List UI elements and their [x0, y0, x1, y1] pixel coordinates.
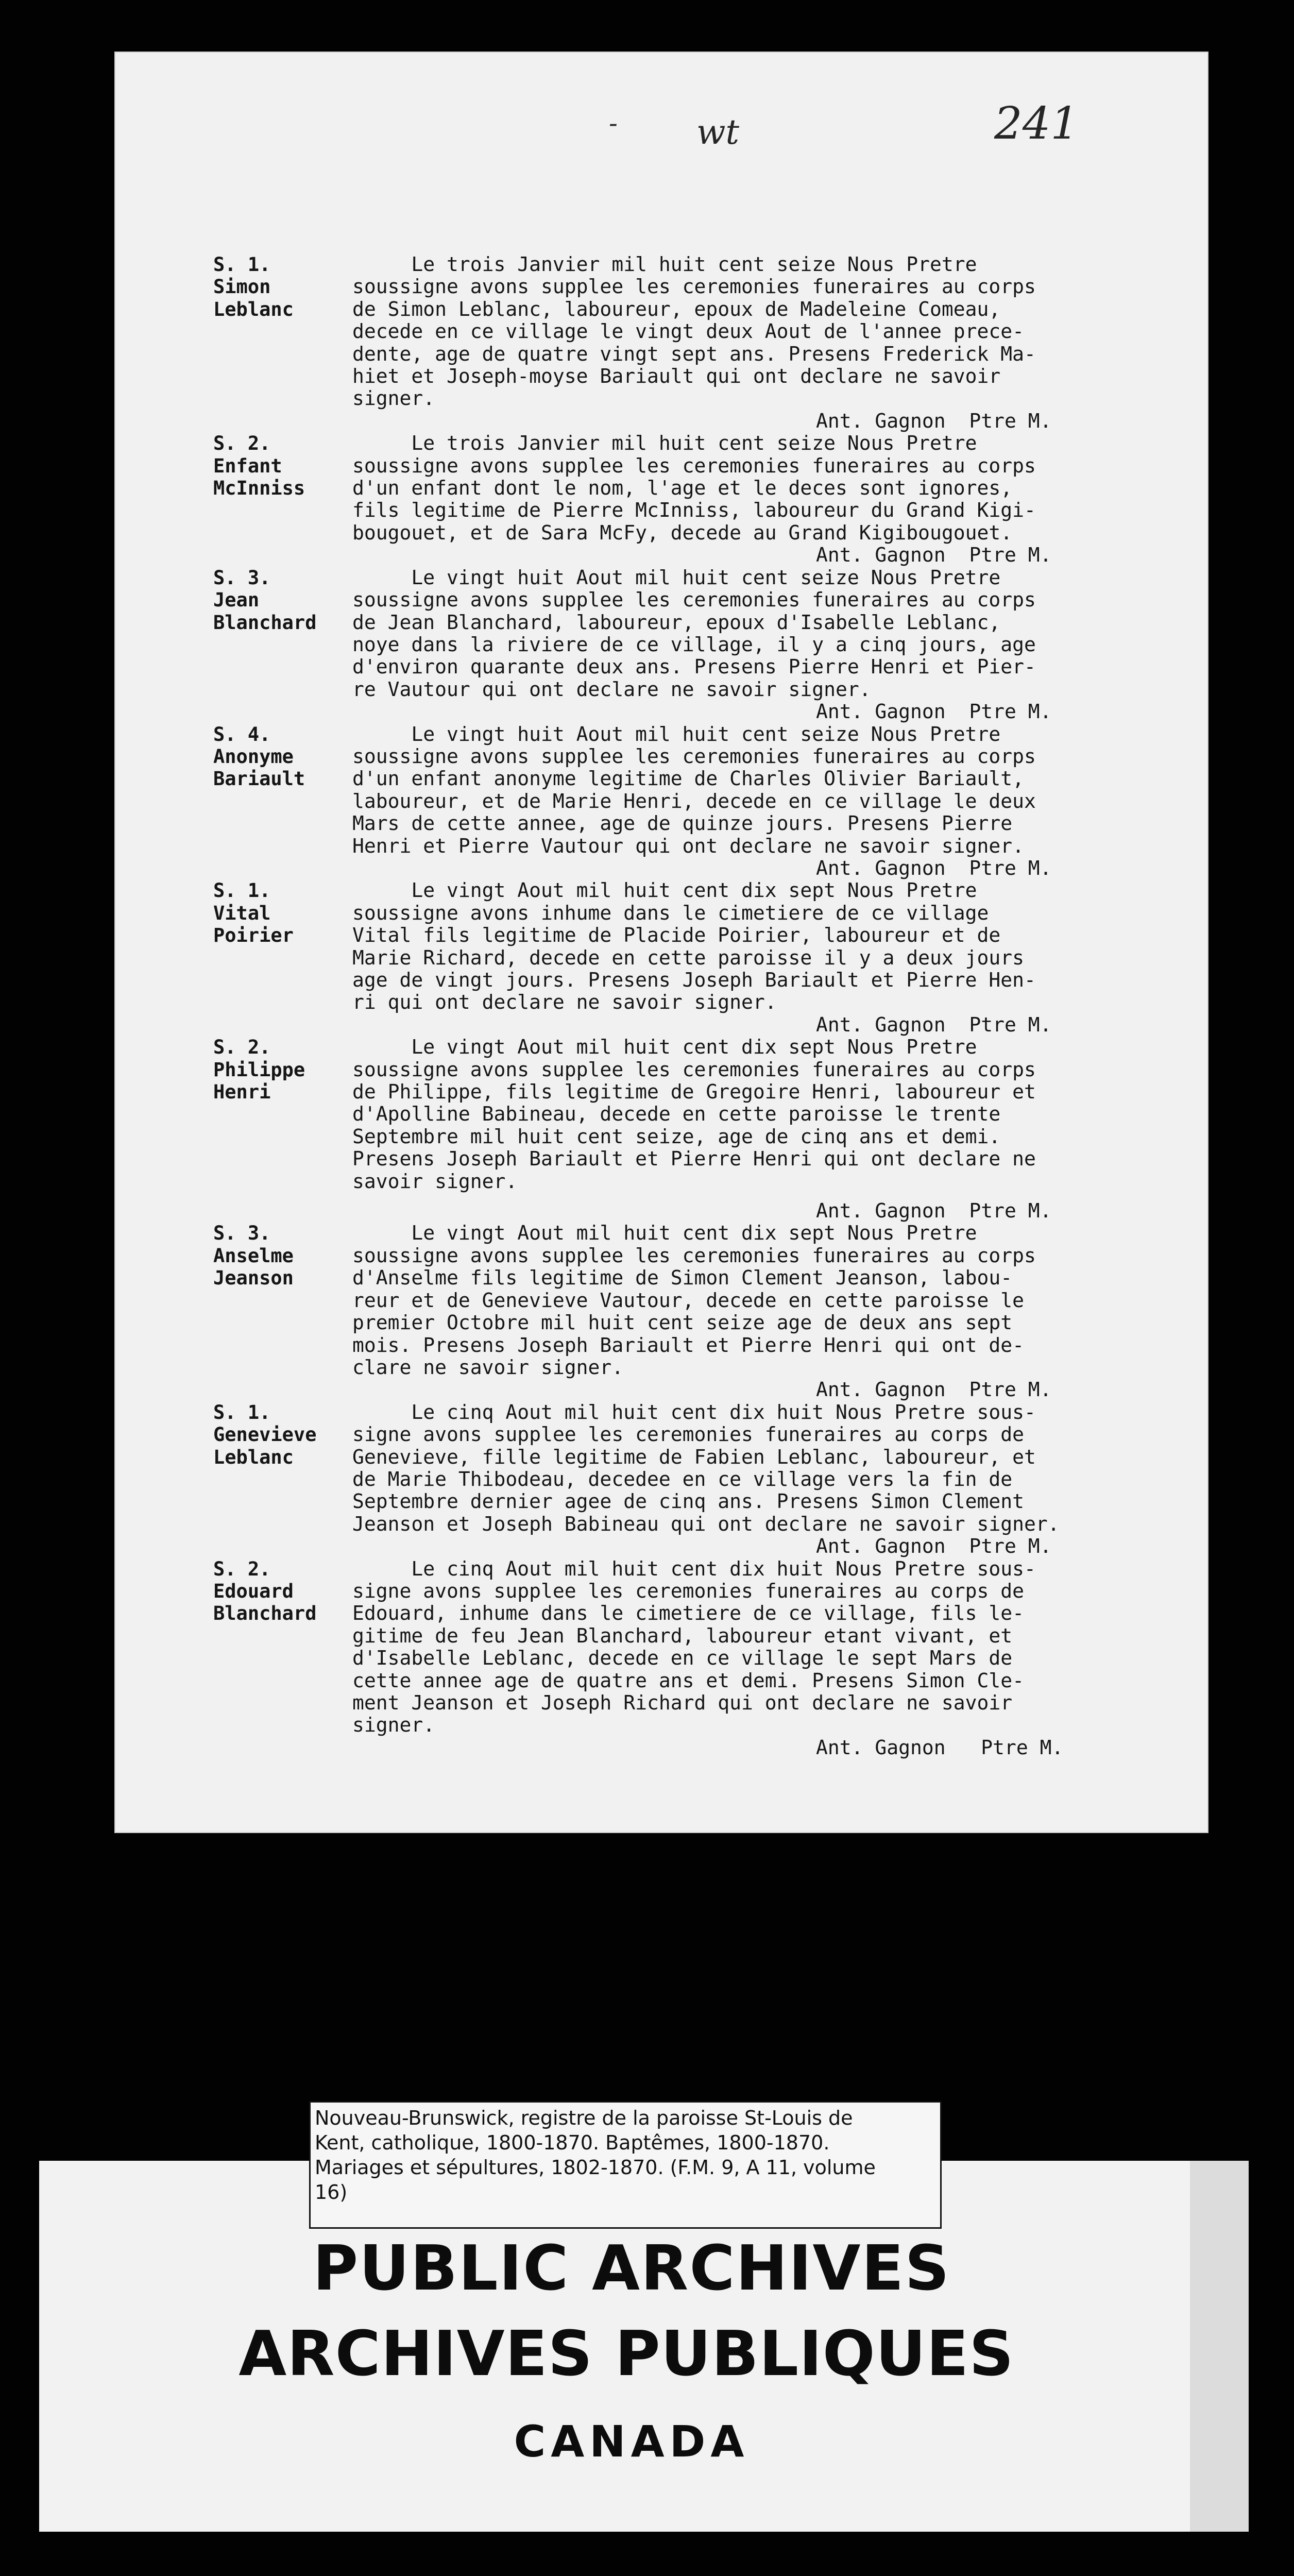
entry-line: savoir signer. [352, 1170, 518, 1193]
entry-line: noye dans la riviere de ce village, il y a cinq jours, age [352, 633, 1036, 656]
priest-signature: Ant. Gagnon Ptre M. [816, 700, 1052, 723]
register-page [114, 52, 1208, 1833]
burial-entry [213, 1558, 1182, 1759]
priest-signature: Ant. Gagnon Ptre M. [816, 409, 1052, 432]
priest-signature: Ant. Gagnon Ptre M. [816, 1199, 1052, 1223]
entry-line: fils legitime de Pierre McInniss, laboureur du Grand Kigi- [352, 499, 1036, 522]
entry-margin-label: S. 2. Enfant McInniss [213, 432, 305, 500]
entry-line: Mars de cette annee, age de quinze jours. Presens Pierre [352, 812, 1013, 835]
entry-line: Vital fils legitime de Placide Poirier, laboureur et de [352, 924, 1001, 947]
entry-line: signer. [352, 387, 435, 410]
entry-line: signe avons supplee les ceremonies funeraires au corps de [352, 1579, 1025, 1602]
entry-margin-label: S. 4. Anonyme Bariault [213, 723, 305, 790]
entry-text [352, 253, 1182, 432]
entry-line: mois. Presens Joseph Bariault et Pierre Henri qui ont de- [352, 1333, 1025, 1357]
entry-line: hiet et Joseph-moyse Bariault qui ont declare ne savoir [352, 365, 1001, 388]
entry-margin-label: S. 1. Genevieve Leblanc [213, 1401, 317, 1468]
archives-title-french: ARCHIVES PUBLIQUES [239, 2318, 1014, 2390]
entry-text [352, 879, 1182, 1036]
citation-line: 16) [315, 2181, 348, 2204]
burial-entry [213, 879, 1182, 1036]
burial-entry [213, 567, 1182, 723]
entry-line: soussigne avons inhume dans le cimetiere de ce village [352, 901, 989, 924]
entry-line: gitime de feu Jean Blanchard, laboureur etant vivant, et [352, 1624, 1013, 1647]
priest-signature: Ant. Gagnon Ptre M. [816, 1736, 1064, 1759]
entry-text [352, 567, 1182, 723]
entry-line: d'environ quarante deux ans. Presens Pierre Henri et Pier- [352, 655, 1036, 679]
burial-entry [213, 1222, 1182, 1401]
entry-line: re Vautour qui ont declare ne savoir signer. [352, 677, 871, 701]
entry-line: soussigne avons supplee les ceremonies funeraires au corps [352, 744, 1036, 768]
entry-line: Septembre dernier agee de cinq ans. Presens Simon Clement [352, 1490, 1025, 1513]
entry-line: signer. [352, 1714, 435, 1737]
entry-line: bougouet, et de Sara McFy, decede au Grand Kigibougouet. [352, 521, 1013, 544]
burial-entry [213, 253, 1182, 432]
priest-signature: Ant. Gagnon Ptre M. [816, 544, 1052, 567]
entry-line: age de vingt jours. Presens Joseph Bariault et Pierre Hen- [352, 969, 1036, 991]
entry-line: Genevieve, fille legitime de Fabien Leblanc, laboureur, et [352, 1445, 1036, 1468]
entry-text [352, 432, 1182, 566]
entry-line: signe avons supplee les ceremonies funeraires au corps de [352, 1423, 1025, 1446]
burial-entry [213, 1401, 1182, 1558]
entry-line: decede en ce village le vingt deux Aout de l'annee prece- [352, 320, 1025, 343]
burial-entry [213, 1036, 1182, 1222]
entry-line: Le trois Janvier mil huit cent seize Nous Pretre [352, 253, 977, 276]
entry-line: soussigne avons supplee les ceremonies funeraires au corps [352, 1244, 1036, 1267]
entry-line: Le cinq Aout mil huit cent dix huit Nous Pretre sous- [352, 1557, 1036, 1580]
entry-line: cette annee age de quatre ans et demi. Presens Simon Cle- [352, 1669, 1025, 1692]
entry-line: Le vingt Aout mil huit cent dix sept Nous Pretre [352, 1222, 977, 1245]
priest-signature: Ant. Gagnon Ptre M. [816, 856, 1052, 879]
entry-line: Le vingt Aout mil huit cent dix sept Nous Pretre [352, 879, 977, 902]
entry-line: Henri et Pierre Vautour qui ont declare ne savoir signer. [352, 834, 1025, 857]
entry-line: d'Isabelle Leblanc, decede en ce village le sept Mars de [352, 1647, 1013, 1670]
handwritten-dash: - [609, 108, 618, 138]
archives-title-english: PUBLIC ARCHIVES [313, 2233, 950, 2304]
citation-line: Nouveau-Brunswick, registre de la paroisse St-Louis de [315, 2107, 853, 2129]
handwritten-annotation: wt [696, 112, 740, 152]
entry-line: Jeanson et Joseph Babineau qui ont declare ne savoir signer. [352, 1512, 1060, 1535]
entry-line: ri qui ont declare ne savoir signer. [352, 991, 777, 1014]
entry-line: d'un enfant anonyme legitime de Charles Olivier Bariault, [352, 767, 1025, 790]
entry-line: soussigne avons supplee les ceremonies funeraires au corps [352, 454, 1036, 477]
citation-line: Mariages et sépultures, 1802-1870. (F.M. 9, A 11, volume [315, 2156, 876, 2179]
entry-line: d'un enfant dont le nom, l'age et le deces sont ignores, [352, 477, 1013, 500]
entry-line: de Marie Thibodeau, decedee en ce village vers la fin de [352, 1467, 1013, 1490]
folio-number: 241 [994, 98, 1079, 149]
entry-line: clare ne savoir signer. [352, 1355, 624, 1379]
entry-line: reur et de Genevieve Vautour, decede en cette paroisse le [352, 1289, 1025, 1312]
entry-margin-label: S. 3. Anselme Jeanson [213, 1222, 294, 1290]
archives-country: CANADA [514, 2416, 750, 2467]
entry-text [352, 1401, 1182, 1558]
entry-text [352, 723, 1182, 880]
entry-line: d'Apolline Babineau, decede en cette paroisse le trente [352, 1103, 1001, 1126]
entry-line: de Jean Blanchard, laboureur, epoux d'Isabelle Leblanc, [352, 611, 1001, 634]
entry-margin-label: S. 2. Philippe Henri [213, 1036, 305, 1104]
entry-line: Le vingt huit Aout mil huit cent seize Nous Pretre [352, 722, 1001, 745]
entry-line: Presens Joseph Bariault et Pierre Henri qui ont declare ne [352, 1147, 1036, 1171]
entry-line: premier Octobre mil huit cent seize age de deux ans sept [352, 1311, 1013, 1334]
entry-line: soussigne avons supplee les ceremonies funeraires au corps [352, 275, 1036, 298]
priest-signature: Ant. Gagnon Ptre M. [816, 1378, 1052, 1401]
entry-line: laboureur, et de Marie Henri, decede en ce village le deux [352, 789, 1036, 812]
entry-line: d'Anselme fils legitime de Simon Clement Jeanson, labou- [352, 1266, 1013, 1290]
entry-line: Le cinq Aout mil huit cent dix huit Nous Pretre sous- [352, 1400, 1036, 1423]
entry-line: de Simon Leblanc, laboureur, epoux de Madeleine Comeau, [352, 297, 1001, 320]
entry-text [352, 1222, 1182, 1401]
priest-signature: Ant. Gagnon Ptre M. [816, 1013, 1052, 1036]
entry-line: Le vingt Aout mil huit cent dix sept Nous Pretre [352, 1036, 977, 1059]
citation-line: Kent, catholique, 1800-1870. Baptêmes, 1800-1870. [315, 2131, 830, 2154]
priest-signature: Ant. Gagnon Ptre M. [816, 1535, 1052, 1558]
entry-line: de Philippe, fils legitime de Gregoire Henri, laboureur et [352, 1080, 1036, 1104]
entry-line: Marie Richard, decede en cette paroisse il y a deux jours [352, 946, 1025, 969]
burial-entry [213, 723, 1182, 880]
entry-line: ment Jeanson et Joseph Richard qui ont declare ne savoir [352, 1691, 1013, 1714]
entry-text [352, 1558, 1182, 1759]
entry-line: dente, age de quatre vingt sept ans. Presens Frederick Ma- [352, 342, 1036, 365]
entry-line: soussigne avons supplee les ceremonies funeraires au corps [352, 588, 1036, 612]
entry-margin-label: S. 1. Simon Leblanc [213, 253, 294, 320]
entry-margin-label: S. 2. Edouard Blanchard [213, 1557, 317, 1625]
entry-margin-label: S. 1. Vital Poirier [213, 879, 294, 947]
burial-entry [213, 432, 1182, 566]
entry-text [352, 1036, 1182, 1222]
entry-line: Septembre mil huit cent seize, age de cinq ans et demi. [352, 1125, 1001, 1148]
entry-line: Le vingt huit Aout mil huit cent seize Nous Pretre [352, 566, 1001, 589]
source-citation [309, 2101, 942, 2229]
entry-line: Edouard, inhume dans le cimetiere de ce village, fils le- [352, 1602, 1025, 1625]
burial-entries [213, 253, 1182, 1759]
entry-margin-label: S. 3. Jean Blanchard [213, 566, 317, 634]
entry-line: Le trois Janvier mil huit cent seize Nous Pretre [352, 432, 977, 455]
entry-line: soussigne avons supplee les ceremonies funeraires au corps [352, 1058, 1036, 1081]
